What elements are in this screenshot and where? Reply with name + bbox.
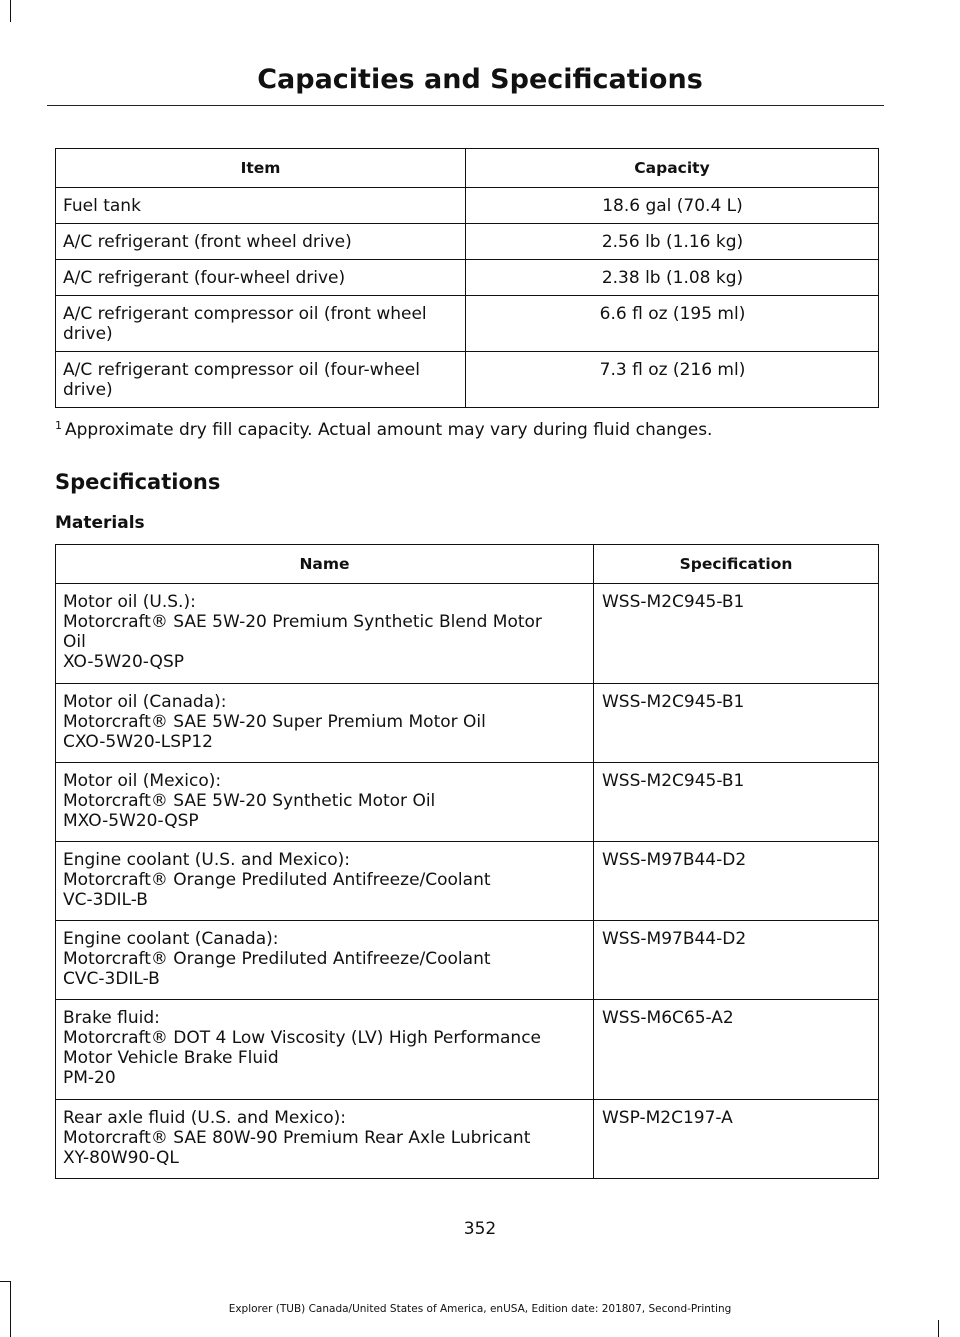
- materials-table: [55, 544, 879, 1179]
- cell-line: Motorcraft® Orange Prediluted Antifreeze/Coolant: [63, 949, 491, 969]
- table-row: [56, 224, 879, 260]
- specification-cell: WSS-M2C945-B1: [594, 584, 879, 684]
- capacity-cell: 18.6 gal (70.4 L): [466, 188, 879, 224]
- table-row: [56, 763, 879, 842]
- cell-line: Motorcraft® Orange Prediluted Antifreeze/Coolant: [63, 870, 491, 890]
- materials-table-header: [56, 545, 879, 584]
- item-cell: [56, 296, 466, 352]
- cell-line: CXO-5W20-LSP12: [63, 732, 213, 752]
- cell-line: Motor Vehicle Brake Fluid: [63, 1048, 279, 1068]
- table-row: [56, 1100, 879, 1179]
- item-cell: [56, 352, 466, 408]
- cell-line: Motor oil (Mexico):: [63, 771, 222, 791]
- name-cell: [56, 842, 594, 921]
- column-header-name: Name: [56, 545, 594, 584]
- specification-cell: WSS-M6C65-A2: [594, 1000, 879, 1100]
- cell-line: VC-3DIL-B: [63, 890, 148, 910]
- cell-line: A/C refrigerant compressor oil (front wheel: [63, 304, 427, 324]
- cell-line: CVC-3DIL-B: [63, 969, 160, 989]
- footnote: [55, 416, 712, 440]
- cell-line: A/C refrigerant (front wheel drive): [63, 232, 352, 252]
- specification-cell: WSS-M97B44-D2: [594, 921, 879, 1000]
- table-row: [56, 584, 879, 684]
- specification-cell: WSP-M2C197-A: [594, 1100, 879, 1179]
- cell-line: Motorcraft® DOT 4 Low Viscosity (LV) High Performance: [63, 1028, 542, 1048]
- footnote-text: Approximate dry fill capacity. Actual amount may vary during fluid changes.: [65, 420, 713, 440]
- cell-line: Motorcraft® SAE 5W-20 Super Premium Motor Oil: [63, 712, 486, 732]
- cell-line: Motorcraft® SAE 5W-20 Synthetic Motor Oil: [63, 791, 436, 811]
- cell-line: A/C refrigerant (four-wheel drive): [63, 268, 346, 288]
- page-title: Capacities and Specifications: [257, 64, 703, 95]
- item-cell: [56, 188, 466, 224]
- column-header-specification: Specification: [594, 545, 879, 584]
- cell-line: Motor oil (Canada):: [63, 692, 227, 712]
- item-cell: [56, 224, 466, 260]
- cell-line: Oil: [63, 632, 86, 652]
- cell-line: drive): [63, 324, 113, 344]
- table-row: [56, 921, 879, 1000]
- capacity-table: [55, 148, 879, 408]
- table-row: [56, 842, 879, 921]
- cell-line: Rear axle fluid (U.S. and Mexico):: [63, 1108, 346, 1128]
- cell-line: MXO-5W20-QSP: [63, 811, 199, 831]
- capacity-table-header: [56, 149, 879, 188]
- capacity-cell: 2.38 lb (1.08 kg): [466, 260, 879, 296]
- name-cell: [56, 921, 594, 1000]
- cell-line: Brake fluid:: [63, 1008, 160, 1028]
- footnote-marker: 1: [55, 419, 62, 432]
- table-row: [56, 1000, 879, 1100]
- item-cell: [56, 260, 466, 296]
- crop-mark-bottom-left-h: [0, 1281, 10, 1282]
- subsection-heading: Materials: [55, 513, 145, 533]
- header-divider: [47, 105, 884, 106]
- crop-mark-bottom-right: [938, 1320, 939, 1337]
- name-cell: [56, 1000, 594, 1100]
- crop-mark-top-left: [10, 0, 11, 22]
- table-row: [56, 684, 879, 763]
- table-row: [56, 296, 879, 352]
- cell-line: Engine coolant (U.S. and Mexico):: [63, 850, 350, 870]
- cell-line: Motor oil (U.S.):: [63, 592, 196, 612]
- cell-line: PM-20: [63, 1068, 116, 1088]
- table-row: [56, 188, 879, 224]
- cell-line: Fuel tank: [63, 196, 141, 216]
- cell-line: XO-5W20-QSP: [63, 652, 184, 672]
- name-cell: [56, 763, 594, 842]
- cell-line: drive): [63, 380, 113, 400]
- name-cell: [56, 584, 594, 684]
- page-number: 352: [463, 1219, 497, 1239]
- table-row: [56, 260, 879, 296]
- specification-cell: WSS-M2C945-B1: [594, 684, 879, 763]
- page-footer: Explorer (TUB) Canada/United States of America, enUSA, Edition date: 201807, Second-Printing: [228, 1303, 732, 1315]
- specification-cell: WSS-M2C945-B1: [594, 763, 879, 842]
- name-cell: [56, 1100, 594, 1179]
- section-heading: Specifications: [55, 470, 221, 494]
- cell-line: XY-80W90-QL: [63, 1148, 179, 1168]
- cell-line: A/C refrigerant compressor oil (four-wheel: [63, 360, 420, 380]
- capacity-cell: 2.56 lb (1.16 kg): [466, 224, 879, 260]
- capacity-cell: 6.6 fl oz (195 ml): [466, 296, 879, 352]
- cell-line: Motorcraft® SAE 80W-90 Premium Rear Axle Lubricant: [63, 1128, 531, 1148]
- cell-line: Motorcraft® SAE 5W-20 Premium Synthetic Blend Motor: [63, 612, 542, 632]
- column-header-capacity: Capacity: [466, 149, 879, 188]
- table-row: [56, 352, 879, 408]
- capacity-cell: 7.3 fl oz (216 ml): [466, 352, 879, 408]
- cell-line: Engine coolant (Canada):: [63, 929, 279, 949]
- specification-cell: WSS-M97B44-D2: [594, 842, 879, 921]
- name-cell: [56, 684, 594, 763]
- column-header-item: Item: [56, 149, 466, 188]
